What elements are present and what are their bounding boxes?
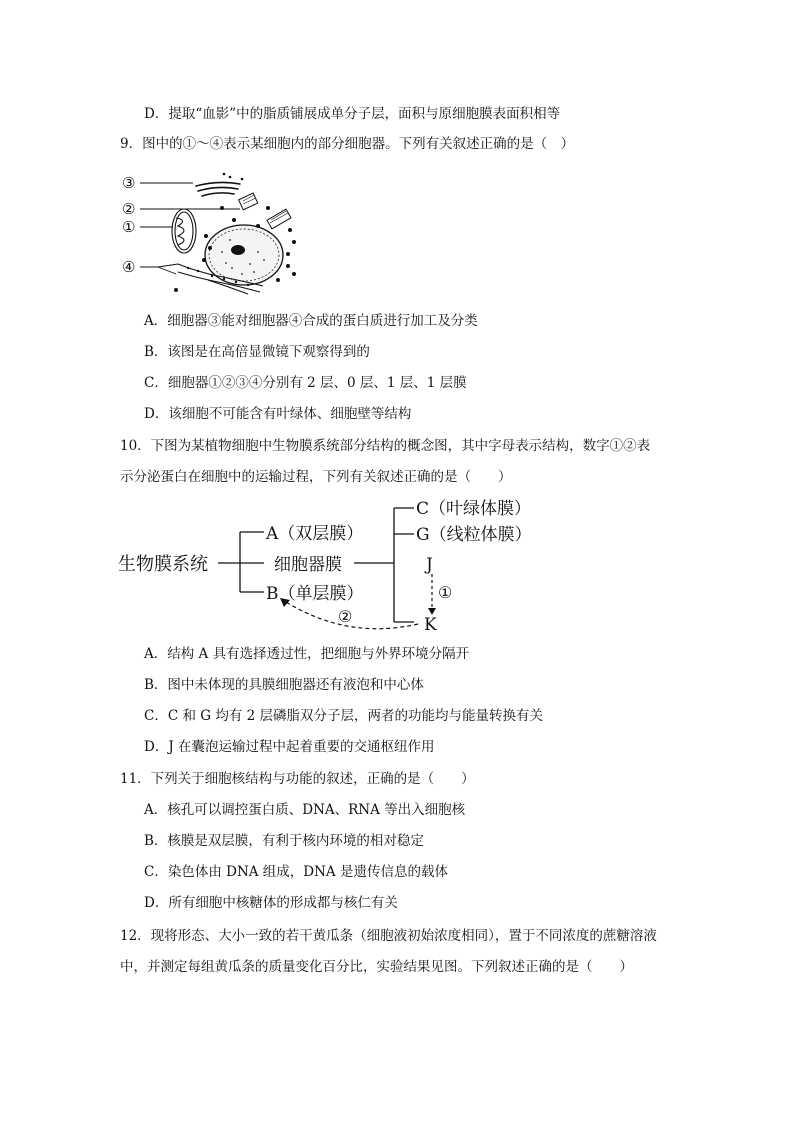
label-3: ③ bbox=[122, 174, 136, 192]
arrow-label-2: ② bbox=[338, 607, 353, 626]
node-organelle-membrane: 细胞器膜 bbox=[274, 555, 342, 575]
node-b: B（单层膜） bbox=[266, 584, 364, 604]
node-j: J bbox=[426, 555, 433, 575]
arrow-label-1: ① bbox=[438, 583, 453, 602]
q11-option-b: B．核膜是双层膜，有利于核内环境的相对稳定 bbox=[144, 833, 424, 849]
q10-option-a: A．结构 A 具有选择透过性，把细胞与外界环境分隔开 bbox=[144, 646, 470, 662]
node-k: K bbox=[424, 615, 437, 635]
q12-stem-line2: 中，并测定每组黄瓜条的质量变化百分比，实验结果见图。下列叙述正确的是（ ） bbox=[120, 959, 633, 975]
q10-option-b: B．图中未体现的具膜细胞器还有液泡和中心体 bbox=[144, 677, 424, 693]
membrane-system-diagram bbox=[118, 494, 538, 636]
node-c: C（叶绿体膜） bbox=[416, 499, 532, 519]
node-g: G（线粒体膜） bbox=[416, 525, 532, 545]
q12-stem-line1: 12．现将形态、大小一致的若干黄瓜条（细胞液初始浓度相同），置于不同浓度的蔗糖溶液 bbox=[120, 928, 657, 944]
cell-organelle-figure bbox=[118, 168, 308, 298]
q10-stem-line2: 示分泌蛋白在细胞中的运输过程，下列有关叙述正确的是（ ） bbox=[120, 469, 512, 485]
q11-stem: 11．下列关于细胞核结构与功能的叙述，正确的是（ ） bbox=[120, 771, 475, 787]
q10-stem-line1: 10．下图为某植物细胞中生物膜系统部分结构的概念图，其中字母表示结构，数字①②表 bbox=[120, 438, 651, 454]
q9-option-d: D．该细胞不可能含有叶绿体、细胞壁等结构 bbox=[144, 406, 412, 422]
q10-option-d: D．J 在囊泡运输过程中起着重要的交通枢纽作用 bbox=[144, 739, 435, 755]
q9-stem: 9．图中的①～④表示某细胞内的部分细胞器。下列有关叙述正确的是（ ） bbox=[120, 136, 575, 152]
label-1: ① bbox=[122, 218, 136, 236]
q9-option-c: C．细胞器①②③④分别有 2 层、0 层、1 层、1 层膜 bbox=[144, 375, 467, 391]
q11-option-c: C．染色体由 DNA 组成，DNA 是遗传信息的载体 bbox=[144, 864, 448, 880]
node-a: A（双层膜） bbox=[266, 524, 364, 544]
q11-option-d: D．所有细胞中核糖体的形成都与核仁有关 bbox=[144, 895, 398, 911]
q8-option-d: D．提取“血影”中的脂质铺展成单分子层，面积与原细胞膜表面积相等 bbox=[144, 106, 561, 122]
q9-option-a: A．细胞器③能对细胞器④合成的蛋白质进行加工及分类 bbox=[144, 313, 478, 329]
label-2: ② bbox=[122, 200, 136, 218]
q11-option-a: A．核孔可以调控蛋白质、DNA、RNA 等出入细胞核 bbox=[144, 802, 466, 818]
q10-option-c: C．C 和 G 均有 2 层磷脂双分子层，两者的功能均与能量转换有关 bbox=[144, 708, 543, 724]
label-4: ④ bbox=[122, 258, 136, 276]
root-label: 生物膜系统 bbox=[118, 554, 208, 575]
q9-option-b: B．该图是在高倍显微镜下观察得到的 bbox=[144, 344, 370, 360]
